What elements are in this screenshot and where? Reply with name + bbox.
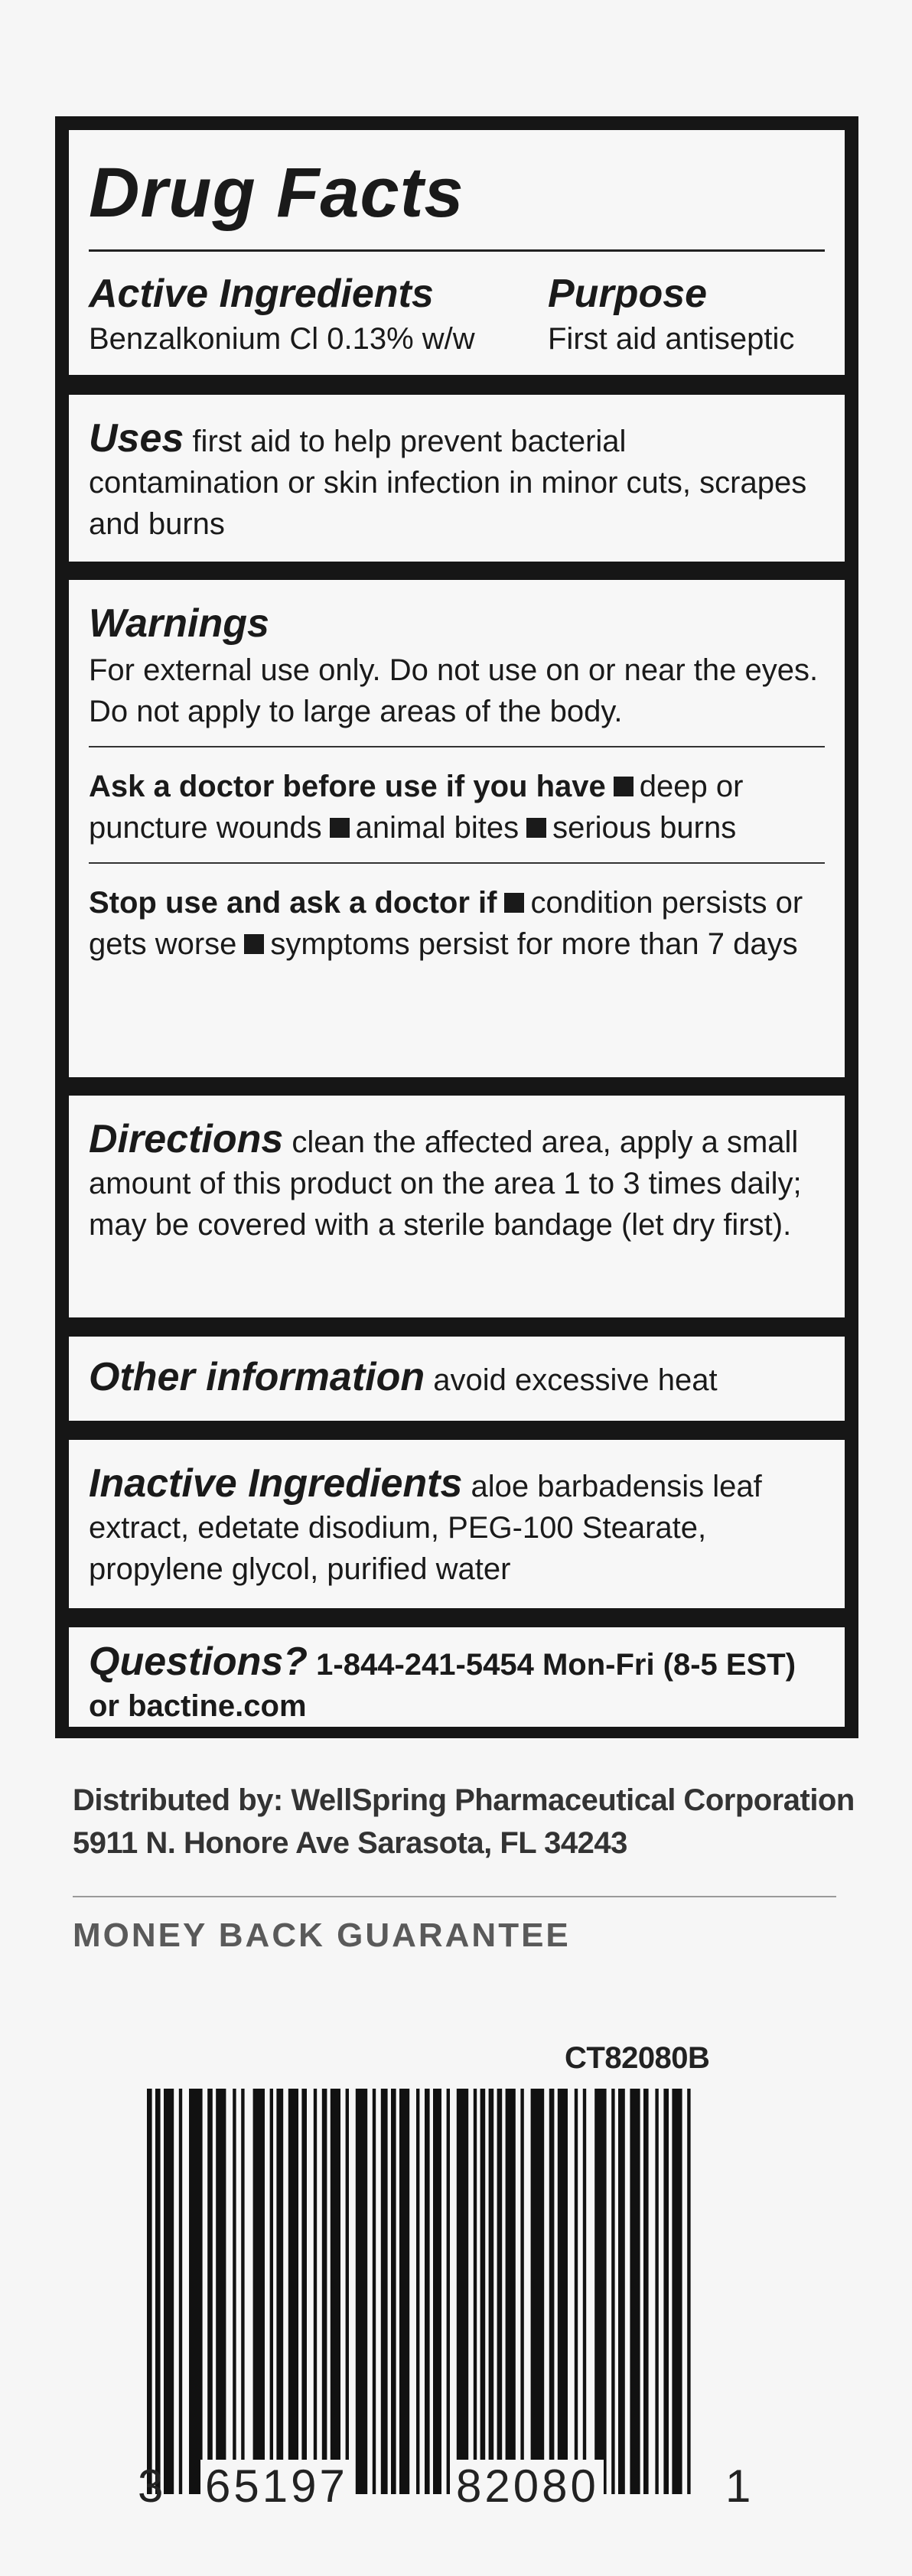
- money-back-guarantee: MONEY BACK GUARANTEE: [73, 1917, 571, 1954]
- other-information-heading: Other information: [89, 1355, 425, 1399]
- active-ingredients-heading: Active Ingredients: [89, 272, 434, 316]
- other-information-text: avoid excessive heat: [433, 1363, 718, 1397]
- bullet-square-icon: [614, 777, 634, 796]
- warnings-text: For external use only. Do not use on or near the eyes. Do not apply to large areas of the body.: [89, 653, 819, 728]
- active-ingredient: Benzalkonium Cl 0.13% w/w: [89, 321, 475, 356]
- uses-heading: Uses: [89, 416, 184, 461]
- separator-line: [73, 1896, 836, 1897]
- distributor-info: [73, 1779, 855, 1864]
- questions-text: 1-844-241-5454 Mon-Fri (8-5 EST) or bactine.com: [89, 1648, 796, 1723]
- warnings-divider: [89, 746, 825, 747]
- active-ingredients-row: [89, 318, 825, 360]
- bullet-square-icon: [526, 818, 546, 838]
- title-rule: [89, 249, 825, 252]
- drug-facts-title: Drug Facts: [89, 154, 464, 232]
- active-ingredients-header-row: [89, 273, 825, 315]
- purpose: First aid antiseptic: [548, 321, 795, 356]
- barcode-digit-right: 1: [725, 2460, 751, 2512]
- distributor-line-2: 5911 N. Honore Ave Sarasota, FL 34243: [73, 1826, 627, 1860]
- bullet-square-icon: [330, 818, 350, 838]
- stop-use-heading: Stop use and ask a doctor if: [89, 885, 497, 920]
- drug-facts-panel: [55, 116, 858, 1738]
- bullet-square-icon: [504, 893, 524, 913]
- barcode-digits-group-1: 65197: [200, 2460, 353, 2512]
- warnings-section: [69, 580, 845, 1077]
- stop-use-item: symptoms persist for more than 7 days: [270, 927, 798, 961]
- barcode-digit-left: 3: [138, 2460, 164, 2512]
- uses-section: [69, 395, 845, 562]
- other-information-section: [69, 1337, 845, 1421]
- questions-heading: Questions?: [89, 1640, 308, 1684]
- warnings-heading: Warnings: [89, 601, 269, 646]
- ask-doctor-item: deep or puncture wounds: [89, 769, 744, 845]
- directions-heading: Directions: [89, 1117, 284, 1161]
- inactive-ingredients-text: aloe barbadensis leaf extract, edetate disodium, PEG-100 Stearate, propylene glycol, purified water: [89, 1470, 762, 1586]
- questions-section: [69, 1627, 845, 1727]
- ask-doctor-heading: Ask a doctor before use if you have: [89, 769, 606, 803]
- uses-text: first aid to help prevent bacterial contamination or skin infection in minor cuts, scrapes and burns: [89, 425, 807, 541]
- barcode: [144, 2089, 695, 2494]
- barcode-digits-group-2: 82080: [451, 2460, 604, 2512]
- ask-doctor-block: [89, 766, 825, 848]
- lot-code: CT82080B: [565, 2041, 710, 2075]
- warnings-divider: [89, 862, 825, 864]
- inactive-ingredients-section: [69, 1440, 845, 1608]
- directions-text: clean the affected area, apply a small amount of this product on the area 1 to 3 times daily; may be covered with a sterile bandage (let dry first).: [89, 1125, 802, 1242]
- inactive-ingredients-heading: Inactive Ingredients: [89, 1461, 463, 1506]
- ask-doctor-item: serious burns: [552, 810, 737, 845]
- ask-doctor-item: animal bites: [355, 810, 520, 845]
- distributor-line-1: Distributed by: WellSpring Pharmaceutical Corporation: [73, 1783, 855, 1817]
- stop-use-item: condition persists or gets worse: [89, 885, 803, 961]
- drug-facts-header-section: [69, 130, 845, 375]
- bullet-square-icon: [244, 934, 264, 954]
- stop-use-block: [89, 882, 825, 965]
- directions-section: [69, 1096, 845, 1317]
- purpose-heading: Purpose: [548, 272, 708, 316]
